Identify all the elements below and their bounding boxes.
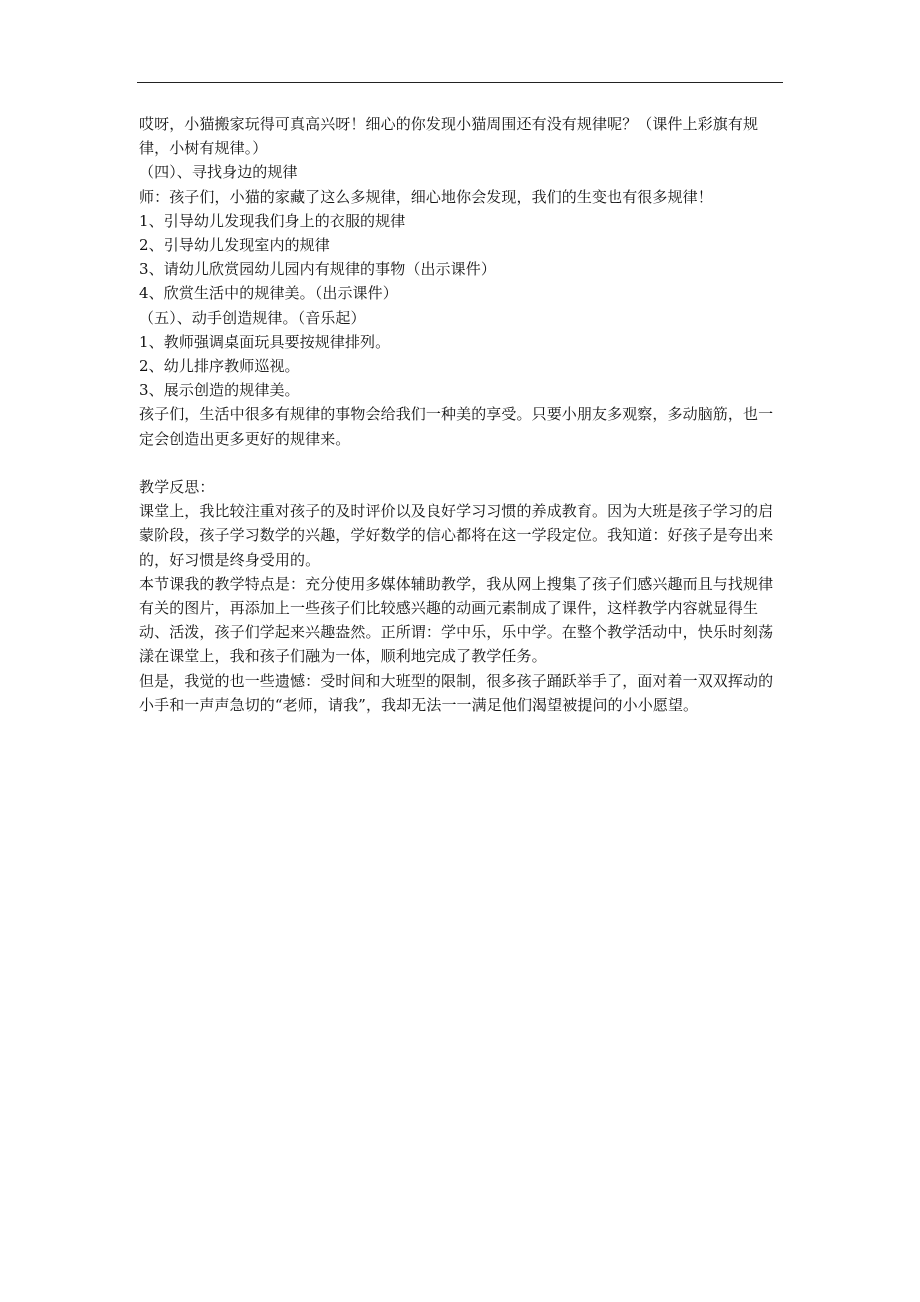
- reflection-paragraph: 课堂上，我比较注重对孩子的及时评价以及良好学习习惯的养成教育。因为大班是孩子学习的启蒙阶段，孩子学习数学的兴趣，学好数学的信心都将在这一学段定位。我知道：好孩子是夸出来的，好习惯是终身受用的。: [139, 502, 774, 569]
- list-item: 4、欣赏生活中的规律美。（出示课件）: [139, 284, 398, 303]
- reflection-paragraph: 本节课我的教学特点是：充分使用多媒体辅助教学，我从网上搜集了孩子们感兴趣而且与找规律有关的图片，再添加上一些孩子们比较感兴趣的动画元素制成了课件，这样教学内容就显得生动、活泼，孩子们学起来兴趣盎然。正所谓：学中乐，乐中学。在整个教学活动中，快乐时刻荡漾在课堂上，我和孩子们融为一体，顺利地完成了教学任务。: [139, 574, 774, 666]
- teacher-line: 师：孩子们，小猫的家藏了这么多规律，细心地你会发现，我们的生变也有很多规律！: [139, 187, 713, 206]
- document-body: [139, 112, 785, 717]
- reflection-paragraph: 但是，我觉的也一些遗憾：受时间和大班型的限制，很多孩子踊跃举手了，面对着一双双挥动的小手和一声声急切的“老师，请我”，我却无法一一满足他们渴望被提问的小小愿望。: [139, 671, 774, 714]
- section-heading-five: （五）、动手创造规律。（音乐起）: [139, 308, 366, 327]
- paragraph-intro: 哎呀，小猫搬家玩得可真高兴呀！细心的你发现小猫周围还有没有规律呢？（课件上彩旗有规律，小树有规律。）: [139, 115, 759, 158]
- blank-line: [139, 451, 785, 475]
- closing-paragraph: 孩子们，生活中很多有规律的事物会给我们一种美的享受。只要小朋友多观察，多动脑筋，也一定会创造出更多更好的规律来。: [139, 405, 774, 448]
- reflection-heading: 教学反思：: [139, 478, 215, 497]
- list-item: 1、引导幼儿发现我们身上的衣服的规律: [139, 211, 406, 230]
- list-item: 2、引导幼儿发现室内的规律: [139, 236, 330, 255]
- list-item: 3、展示创造的规律美。: [139, 381, 300, 400]
- list-item: 2、幼儿排序教师巡视。: [139, 357, 300, 376]
- list-item: 3、请幼儿欣赏园幼儿园内有规律的事物（出示课件）: [139, 260, 496, 279]
- list-item: 1、教师强调桌面玩具要按规律排列。: [139, 332, 391, 351]
- header-rule: [137, 82, 783, 83]
- section-heading-four: （四）、寻找身边的规律: [139, 163, 298, 182]
